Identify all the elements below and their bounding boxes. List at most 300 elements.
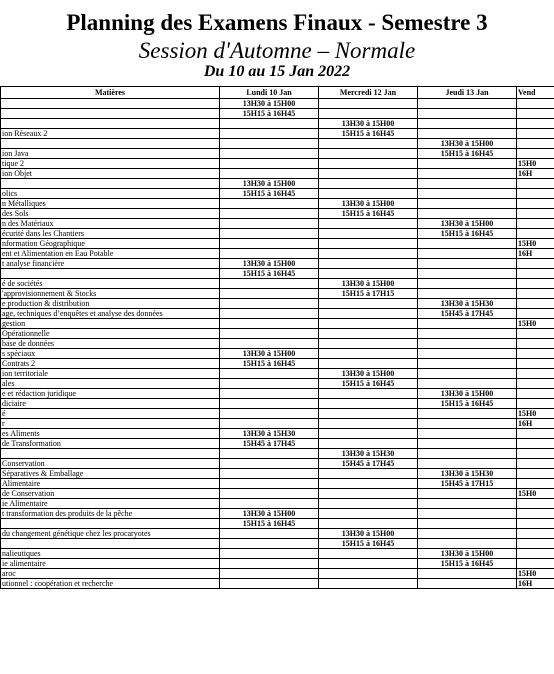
matiere-cell-text: tique 2: [2, 159, 24, 168]
jeudi-cell: [418, 429, 517, 439]
vendredi-cell: [517, 579, 554, 589]
matiere-cell: [1, 399, 220, 409]
vendredi-cell-text: 15H0: [518, 319, 537, 328]
jeudi-cell: [418, 489, 517, 499]
table-row: [1, 389, 554, 399]
matiere-cell: [1, 329, 220, 339]
jeudi-cell: [418, 439, 517, 449]
jeudi-cell: [418, 319, 517, 329]
table-row: [1, 439, 554, 449]
vendredi-cell: [517, 259, 554, 269]
mercredi-cell: [319, 459, 418, 469]
matiere-cell-text: ion Java: [2, 149, 29, 158]
matiere-cell: [1, 239, 220, 249]
jeudi-cell: [418, 269, 517, 279]
lundi-cell: [220, 169, 319, 179]
matiere-cell: [1, 149, 220, 159]
lundi-cell: [220, 479, 319, 489]
jeudi-cell-text: 13H30 à 15H00: [440, 139, 494, 148]
matiere-cell: [1, 469, 220, 479]
vendredi-cell: [517, 529, 554, 539]
lundi-cell-text: 15H15 à 16H45: [242, 359, 296, 368]
table-row: [1, 109, 554, 119]
lundi-cell: [220, 499, 319, 509]
mercredi-cell: [319, 569, 418, 579]
vendredi-cell: [517, 339, 554, 349]
vendredi-cell: [517, 559, 554, 569]
matiere-cell: [1, 129, 220, 139]
table-row: [1, 139, 554, 149]
table-row: [1, 279, 554, 289]
table-row: [1, 229, 554, 239]
matiere-cell: [1, 559, 220, 569]
table-row: [1, 239, 554, 249]
lundi-cell-text: 13H30 à 15H30: [242, 429, 296, 438]
matiere-cell: [1, 209, 220, 219]
table-row: [1, 459, 554, 469]
matiere-cell: [1, 339, 220, 349]
lundi-cell: [220, 579, 319, 589]
lundi-cell: [220, 199, 319, 209]
vendredi-cell-text: 16H: [518, 249, 533, 258]
mercredi-cell: [319, 129, 418, 139]
vendredi-cell: [517, 389, 554, 399]
matiere-cell-text: nalieutiques: [2, 549, 41, 558]
jeudi-cell: [418, 539, 517, 549]
table-row: [1, 569, 554, 579]
vendredi-cell: [517, 399, 554, 409]
lundi-cell: [220, 379, 319, 389]
jeudi-cell: [418, 229, 517, 239]
table-row: [1, 129, 554, 139]
lundi-cell: [220, 489, 319, 499]
jeudi-cell: [418, 99, 517, 109]
matiere-cell: [1, 119, 220, 129]
matiere-cell-text: utionnel : coopération et recherche: [2, 579, 114, 588]
vendredi-cell: [517, 249, 554, 259]
jeudi-cell-text: 13H30 à 15H30: [440, 299, 494, 308]
lundi-cell: [220, 109, 319, 119]
table-row: [1, 249, 554, 259]
lundi-cell: [220, 149, 319, 159]
matiere-cell-text: diciaire: [2, 399, 26, 408]
jeudi-cell: [418, 109, 517, 119]
matiere-cell: [1, 409, 220, 419]
lundi-cell: [220, 349, 319, 359]
matiere-cell: [1, 499, 220, 509]
jeudi-cell: [418, 339, 517, 349]
mercredi-cell: [319, 269, 418, 279]
matiere-cell-text: e et rédaction juridique: [2, 389, 76, 398]
jeudi-cell: [418, 239, 517, 249]
mercredi-cell: [319, 519, 418, 529]
lundi-cell-text: 15H15 à 16H45: [242, 519, 296, 528]
mercredi-cell: [319, 189, 418, 199]
jeudi-cell-text: 15H15 à 16H45: [440, 399, 494, 408]
jeudi-cell: [418, 409, 517, 419]
lundi-cell: [220, 469, 319, 479]
mercredi-cell: [319, 139, 418, 149]
lundi-cell: [220, 369, 319, 379]
jeudi-cell: [418, 279, 517, 289]
table-header-row: [1, 87, 554, 99]
matiere-cell-text: t analyse financière: [2, 259, 65, 268]
lundi-cell: [220, 559, 319, 569]
matiere-cell-text: ie alimentaire: [2, 559, 46, 568]
jeudi-cell: [418, 449, 517, 459]
jeudi-cell: [418, 519, 517, 529]
matiere-cell: [1, 159, 220, 169]
vendredi-cell: [517, 349, 554, 359]
lundi-cell: [220, 419, 319, 429]
lundi-cell: [220, 219, 319, 229]
jeudi-cell: [418, 299, 517, 309]
matiere-cell-text: r: [2, 419, 5, 428]
mercredi-cell-text: 15H15 à 17H15: [341, 289, 395, 298]
vendredi-cell: [517, 439, 554, 449]
mercredi-cell: [319, 469, 418, 479]
lundi-cell: [220, 519, 319, 529]
table-row: [1, 199, 554, 209]
vendredi-cell: [517, 409, 554, 419]
vendredi-cell: [517, 279, 554, 289]
lundi-cell-text: 15H15 à 16H45: [242, 109, 296, 118]
jeudi-cell-text: 13H30 à 15H00: [440, 219, 494, 228]
matiere-cell: [1, 389, 220, 399]
vendredi-cell: [517, 369, 554, 379]
matiere-cell: [1, 279, 220, 289]
mercredi-cell: [319, 259, 418, 269]
table-row: [1, 149, 554, 159]
exam-schedule-table: [0, 86, 554, 589]
matiere-cell: [1, 319, 220, 329]
mercredi-cell-text: 13H30 à 15H00: [341, 199, 395, 208]
jeudi-cell: [418, 189, 517, 199]
mercredi-cell: [319, 319, 418, 329]
lundi-cell: [220, 289, 319, 299]
matiere-cell-text: ion Objet: [2, 169, 32, 178]
jeudi-cell: [418, 499, 517, 509]
column-header-lundi: Lundi 10 Jan: [220, 87, 319, 99]
session-subtitle: Session d'Automne – Normale: [138, 38, 416, 63]
vendredi-cell-text: 16H: [518, 579, 533, 588]
mercredi-cell: [319, 219, 418, 229]
jeudi-cell: [418, 469, 517, 479]
lundi-cell: [220, 399, 319, 409]
mercredi-cell: [319, 99, 418, 109]
table-row: [1, 189, 554, 199]
lundi-cell: [220, 359, 319, 369]
mercredi-cell-text: 15H15 à 16H45: [341, 539, 395, 548]
mercredi-cell: [319, 509, 418, 519]
mercredi-cell: [319, 479, 418, 489]
vendredi-cell: [517, 499, 554, 509]
table-row: [1, 379, 554, 389]
jeudi-cell-text: 15H15 à 16H45: [440, 559, 494, 568]
table-row: [1, 579, 554, 589]
table-row: [1, 119, 554, 129]
jeudi-cell-text: 13H30 à 15H00: [440, 389, 494, 398]
vendredi-cell: [517, 149, 554, 159]
jeudi-cell: [418, 479, 517, 489]
matiere-cell: [1, 459, 220, 469]
mercredi-cell: [319, 309, 418, 319]
mercredi-cell: [319, 389, 418, 399]
table-row: [1, 469, 554, 479]
vendredi-cell: [517, 299, 554, 309]
vendredi-cell: [517, 359, 554, 369]
table-row: [1, 499, 554, 509]
lundi-cell: [220, 319, 319, 329]
jeudi-cell: [418, 209, 517, 219]
vendredi-cell: [517, 379, 554, 389]
matiere-cell: [1, 489, 220, 499]
matiere-cell: [1, 359, 220, 369]
jeudi-cell-text: 15H45 à 17H45: [440, 309, 494, 318]
lundi-cell-text: 15H45 à 17H45: [242, 439, 296, 448]
table-row: [1, 479, 554, 489]
vendredi-cell-text: 16H: [518, 419, 533, 428]
lundi-cell: [220, 209, 319, 219]
jeudi-cell: [418, 169, 517, 179]
mercredi-cell: [319, 409, 418, 419]
matiere-cell-text: Alimentaire: [2, 479, 41, 488]
lundi-cell-text: 13H30 à 15H00: [242, 349, 296, 358]
mercredi-cell: [319, 119, 418, 129]
vendredi-cell: [517, 289, 554, 299]
matiere-cell: [1, 309, 220, 319]
lundi-cell: [220, 509, 319, 519]
jeudi-cell: [418, 289, 517, 299]
table-row: [1, 549, 554, 559]
table-row: [1, 559, 554, 569]
vendredi-cell: [517, 419, 554, 429]
mercredi-cell-text: 15H15 à 16H45: [341, 209, 395, 218]
jeudi-cell: [418, 129, 517, 139]
lundi-cell: [220, 259, 319, 269]
matiere-cell-text: des Sols: [2, 209, 29, 218]
matiere-cell-text: Séparatives & Emballage: [2, 469, 84, 478]
lundi-cell: [220, 279, 319, 289]
vendredi-cell: [517, 199, 554, 209]
jeudi-cell: [418, 569, 517, 579]
matiere-cell: [1, 169, 220, 179]
table-row: [1, 289, 554, 299]
mercredi-cell: [319, 279, 418, 289]
vendredi-cell: [517, 539, 554, 549]
table-row: [1, 179, 554, 189]
matiere-cell: [1, 249, 220, 259]
matiere-cell: [1, 539, 220, 549]
matiere-cell-text: Conservation: [2, 459, 45, 468]
matiere-cell-text: é: [2, 409, 6, 418]
matiere-cell: [1, 219, 220, 229]
table-row: [1, 489, 554, 499]
lundi-cell: [220, 459, 319, 469]
page-title: Planning des Examens Finaux - Semestre 3: [66, 10, 488, 35]
table-row: [1, 169, 554, 179]
lundi-cell: [220, 159, 319, 169]
vendredi-cell: [517, 469, 554, 479]
mercredi-cell: [319, 449, 418, 459]
table-row: [1, 309, 554, 319]
matiere-cell-text: age, techniques d’enquêtes et analyse des données: [2, 309, 163, 318]
matiere-cell: [1, 289, 220, 299]
mercredi-cell: [319, 209, 418, 219]
matiere-cell: [1, 269, 220, 279]
lundi-cell: [220, 409, 319, 419]
table-row: [1, 399, 554, 409]
lundi-cell-text: 13H30 à 15H00: [242, 179, 296, 188]
mercredi-cell: [319, 539, 418, 549]
table-row: [1, 369, 554, 379]
matiere-cell-text: ion territoriale: [2, 369, 48, 378]
mercredi-cell-text: 13H30 à 15H00: [341, 119, 395, 128]
mercredi-cell: [319, 499, 418, 509]
jeudi-cell-text: 13H30 à 15H30: [440, 469, 494, 478]
lundi-cell: [220, 299, 319, 309]
matiere-cell: [1, 439, 220, 449]
mercredi-cell: [319, 489, 418, 499]
vendredi-cell: [517, 269, 554, 279]
mercredi-cell: [319, 239, 418, 249]
vendredi-cell-text: 15H0: [518, 569, 537, 578]
jeudi-cell-text: 15H15 à 16H45: [440, 149, 494, 158]
jeudi-cell: [418, 329, 517, 339]
matiere-cell-text: olics: [2, 189, 18, 198]
matiere-cell: [1, 479, 220, 489]
lundi-cell: [220, 189, 319, 199]
jeudi-cell: [418, 119, 517, 129]
jeudi-cell: [418, 139, 517, 149]
lundi-cell-text: 13H30 à 15H00: [242, 509, 296, 518]
mercredi-cell: [319, 159, 418, 169]
mercredi-cell: [319, 149, 418, 159]
lundi-cell: [220, 329, 319, 339]
mercredi-cell: [319, 379, 418, 389]
matiere-cell-text: écurité dans les Chantiers: [2, 229, 84, 238]
vendredi-cell: [517, 99, 554, 109]
jeudi-cell: [418, 419, 517, 429]
vendredi-cell-text: 15H0: [518, 409, 537, 418]
lundi-cell: [220, 309, 319, 319]
lundi-cell: [220, 429, 319, 439]
matiere-cell: [1, 99, 220, 109]
mercredi-cell-text: 15H45 à 17H45: [341, 459, 395, 468]
matiere-cell: [1, 429, 220, 439]
table-row: [1, 539, 554, 549]
jeudi-cell: [418, 149, 517, 159]
lundi-cell: [220, 269, 319, 279]
matiere-cell: [1, 179, 220, 189]
matiere-cell: [1, 199, 220, 209]
mercredi-cell-text: 13H30 à 15H00: [341, 529, 395, 538]
table-row: [1, 359, 554, 369]
mercredi-cell: [319, 329, 418, 339]
jeudi-cell: [418, 219, 517, 229]
table-row: [1, 329, 554, 339]
matiere-cell-text: nformation Géographique: [2, 239, 85, 248]
jeudi-cell: [418, 399, 517, 409]
vendredi-cell: [517, 519, 554, 529]
matiere-cell-text: ie Alimentaire: [2, 499, 48, 508]
table-row: [1, 299, 554, 309]
lundi-cell: [220, 339, 319, 349]
mercredi-cell-text: 13H30 à 15H00: [341, 369, 395, 378]
matiere-cell-text: Contrats 2: [2, 359, 36, 368]
vendredi-cell: [517, 509, 554, 519]
lundi-cell: [220, 99, 319, 109]
jeudi-cell-text: 13H30 à 15H00: [440, 549, 494, 558]
matiere-cell: [1, 259, 220, 269]
mercredi-cell-text: 13H30 à 15H30: [341, 449, 395, 458]
table-row: [1, 449, 554, 459]
lundi-cell: [220, 119, 319, 129]
vendredi-cell: [517, 319, 554, 329]
matiere-cell-text: Opérationnelle: [2, 329, 50, 338]
jeudi-cell: [418, 259, 517, 269]
jeudi-cell: [418, 529, 517, 539]
lundi-cell-text: 15H15 à 16H45: [242, 189, 296, 198]
vendredi-cell: [517, 449, 554, 459]
matiere-cell-text: e production & distribution: [2, 299, 90, 308]
matiere-cell-text: de Conservation: [2, 489, 55, 498]
mercredi-cell: [319, 249, 418, 259]
matiere-cell: [1, 299, 220, 309]
vendredi-cell-text: 15H0: [518, 489, 537, 498]
table-row: [1, 429, 554, 439]
jeudi-cell: [418, 179, 517, 189]
vendredi-cell: [517, 219, 554, 229]
table-row: [1, 319, 554, 329]
jeudi-cell: [418, 579, 517, 589]
vendredi-cell: [517, 549, 554, 559]
date-range: Du 10 au 15 Jan 2022: [203, 63, 351, 80]
vendredi-cell: [517, 229, 554, 239]
lundi-cell: [220, 239, 319, 249]
vendredi-cell: [517, 179, 554, 189]
jeudi-cell: [418, 159, 517, 169]
mercredi-cell: [319, 169, 418, 179]
lundi-cell: [220, 569, 319, 579]
vendredi-cell: [517, 119, 554, 129]
mercredi-cell: [319, 359, 418, 369]
matiere-cell: [1, 189, 220, 199]
lundi-cell: [220, 449, 319, 459]
lundi-cell: [220, 529, 319, 539]
mercredi-cell: [319, 229, 418, 239]
matiere-cell-text: 'approvisionnement & Stocks: [2, 289, 97, 298]
jeudi-cell-text: 15H45 à 17H15: [440, 479, 494, 488]
table-row: [1, 519, 554, 529]
table-row: [1, 349, 554, 359]
matiere-cell-text: ion Réseaux 2: [2, 129, 48, 138]
vendredi-cell: [517, 459, 554, 469]
table-row: [1, 509, 554, 519]
mercredi-cell: [319, 289, 418, 299]
lundi-cell-text: 15H15 à 16H45: [242, 269, 296, 278]
table-row: [1, 419, 554, 429]
table-row: [1, 269, 554, 279]
matiere-cell: [1, 109, 220, 119]
matiere-cell: [1, 379, 220, 389]
mercredi-cell-text: 13H30 à 15H00: [341, 279, 395, 288]
column-header-mercredi: Mercredi 12 Jan: [319, 87, 418, 99]
mercredi-cell: [319, 559, 418, 569]
lundi-cell: [220, 389, 319, 399]
vendredi-cell: [517, 169, 554, 179]
column-header-jeudi: Jeudi 13 Jan: [418, 87, 517, 99]
